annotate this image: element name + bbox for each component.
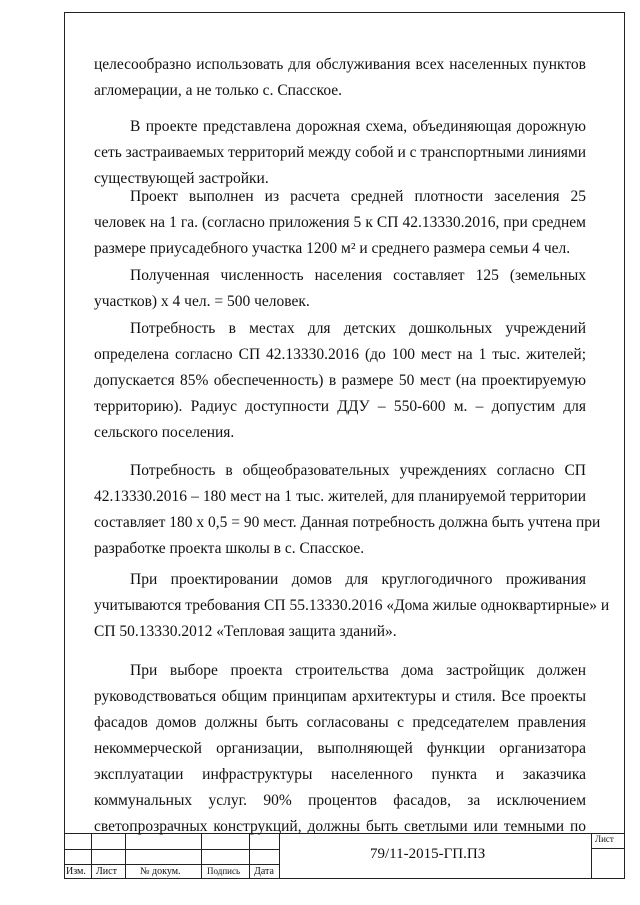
stamp-divider xyxy=(279,834,280,879)
paragraph xyxy=(94,184,586,262)
text-line: существующей застройки. xyxy=(94,170,269,187)
text-line: Потребность в общеобразовательных учреждениях согласно СП xyxy=(130,462,586,479)
text-line: территорию). Радиус доступности ДДУ – 550-600 м. – допустим для xyxy=(94,398,586,415)
stamp-divider xyxy=(249,834,250,879)
stamp-row-line xyxy=(591,848,625,849)
text-line: участков) х 4 чел. = 500 человек. xyxy=(94,293,310,310)
stamp-divider xyxy=(91,834,92,879)
paragraph xyxy=(94,263,586,315)
text-line: Потребность в местах для детских дошкольных учреждений xyxy=(130,320,586,337)
text-line: СП 50.13330.2012 «Тепловая защита зданий». xyxy=(94,623,397,640)
text-line: целесообразно использовать для обслуживания всех населенных пунктов xyxy=(94,56,586,73)
stamp-col-doc: № докум. xyxy=(140,866,181,877)
title-block xyxy=(64,833,625,879)
text-line: Полученная численность населения составляет 125 (земельных xyxy=(130,267,586,284)
text-line: разработке проекта школы в с. Спасское. xyxy=(94,540,365,557)
paragraph xyxy=(94,658,586,840)
text-line: руководствоваться общим принципам архитектуры и стиля. Все проекты xyxy=(94,688,586,705)
text-line: коммунальных услуг. 90% процентов фасадов, за исключением xyxy=(94,792,586,809)
paragraph xyxy=(94,316,586,446)
stamp-col-list: Лист xyxy=(96,866,117,877)
stamp-divider xyxy=(125,834,126,879)
text-line: некоммерческой организации, выполняющей функции организатора xyxy=(94,740,586,757)
paragraph xyxy=(94,52,586,104)
text-line: агломерации, а не только с. Спасское. xyxy=(94,82,343,99)
stamp-col-date: Дата xyxy=(254,866,274,877)
text-line: допускается 85% обеспеченность) в размере 50 мест (на проектируемую xyxy=(94,372,586,389)
paragraph xyxy=(94,458,601,562)
text-line: человек на 1 га. (согласно приложения 5 к СП 42.13330.2016, при среднем xyxy=(94,214,586,231)
text-line: сельского поселения. xyxy=(94,424,235,441)
stamp-divider xyxy=(591,834,592,879)
text-line: светопрозрачных конструкций, должны быть светлыми или темными по xyxy=(94,818,586,835)
stamp-divider xyxy=(201,834,202,879)
stamp-row-line xyxy=(64,849,279,850)
stamp-col-sign: Подпись xyxy=(207,866,241,876)
stamp-row-line xyxy=(64,864,279,865)
text-line: составляет 180 х 0,5 = 90 мест. Данная потребность должна быть учтена при xyxy=(94,514,601,531)
text-line: При выборе проекта строительства дома застройщик должен xyxy=(130,662,586,679)
paragraph xyxy=(94,114,586,192)
text-line: фасадов домов должны быть согласованы с председателем правления xyxy=(94,714,586,731)
stamp-sheet-label: Лист xyxy=(595,834,614,844)
text-line: В проекте представлена дорожная схема, объединяющая дорожную xyxy=(130,118,586,135)
text-line: 42.13330.2016 – 180 мест на 1 тыс. жителей, для планируемой территории xyxy=(94,488,586,505)
stamp-col-izm: Изм. xyxy=(66,866,86,877)
text-line: сеть застраиваемых территорий между собой и с транспортными линиями xyxy=(94,144,587,161)
text-line: учитываются требования СП 55.13330.2016 «Дома жилые одноквартирные» и xyxy=(94,597,610,614)
paragraph xyxy=(94,567,610,645)
text-line: При проектировании домов для круглогодичного проживания xyxy=(130,571,586,588)
text-line: эксплуатации инфраструктуры населенного пункта и заказчика xyxy=(94,766,586,783)
text-line: Проект выполнен из расчета средней плотности заселения 25 xyxy=(130,188,586,205)
text-line: размере приусадебного участка 1200 м² и среднего размера семьи 4 чел. xyxy=(94,240,571,257)
document-code: 79/11-2015-ГП.ПЗ xyxy=(370,846,486,862)
text-line: определена согласно СП 42.13330.2016 (до 100 мест на 1 тыс. жителей; xyxy=(94,346,586,363)
